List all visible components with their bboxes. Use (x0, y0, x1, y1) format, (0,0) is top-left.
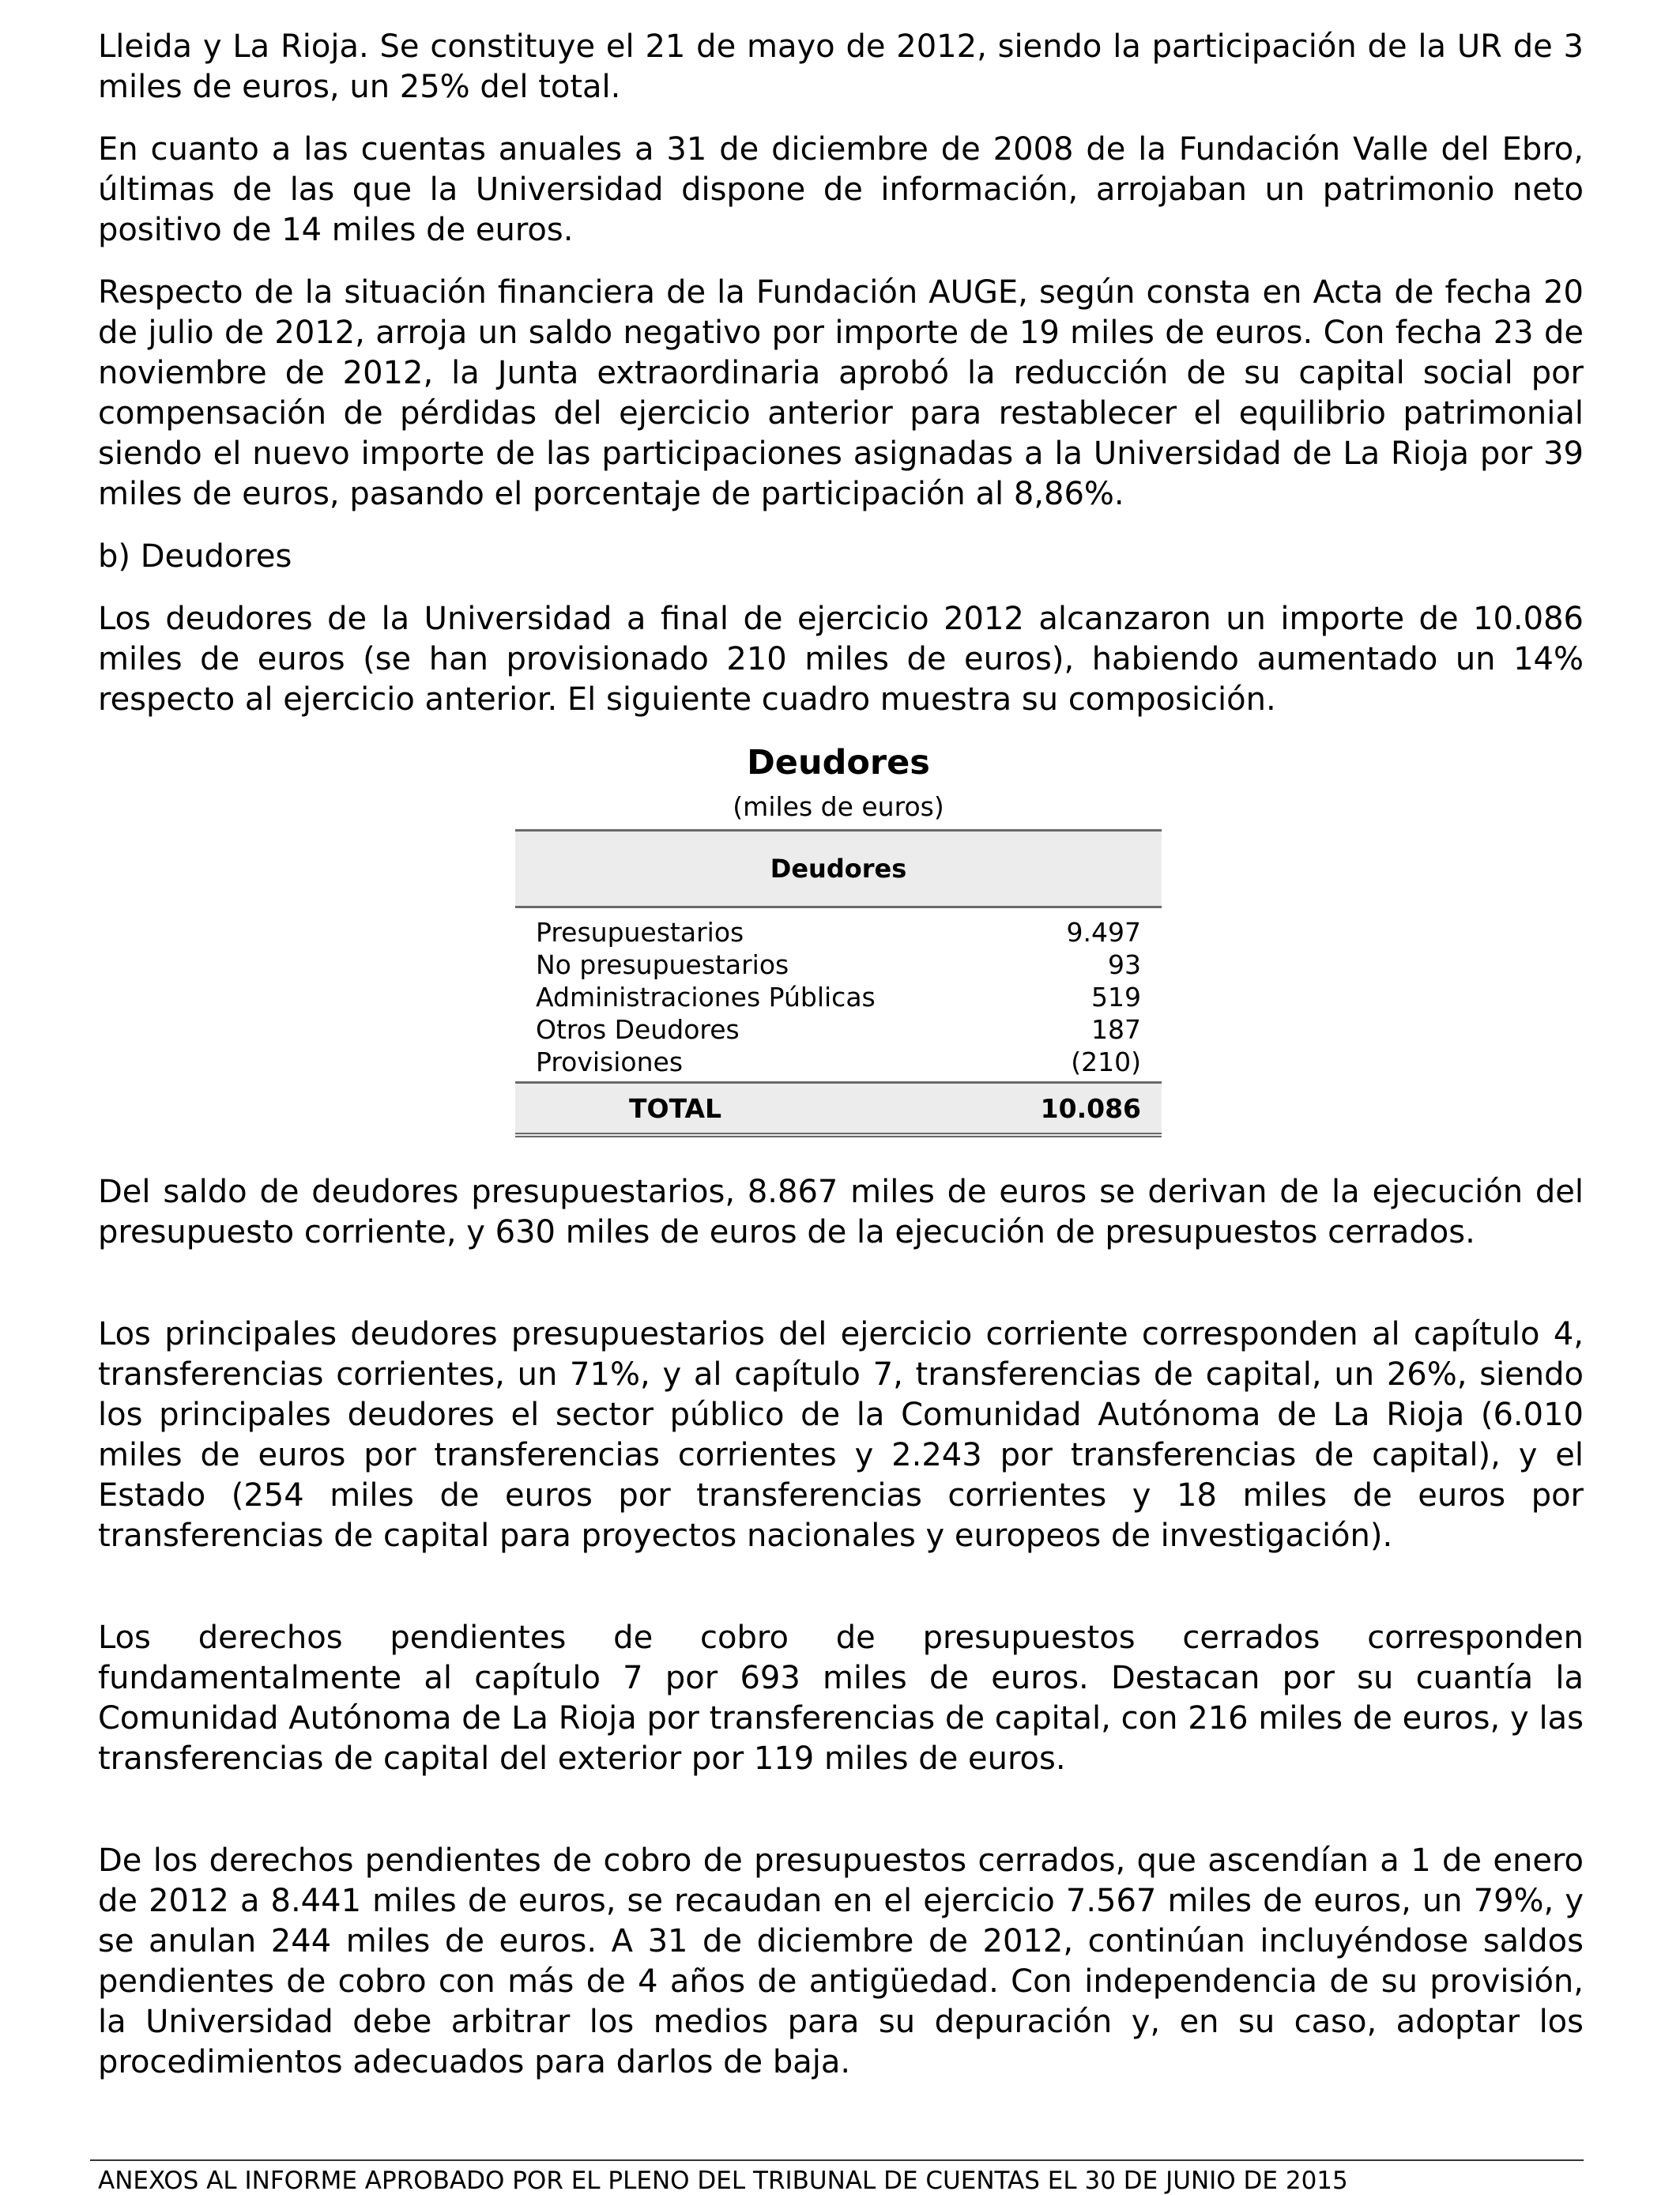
row-value: 187 (1091, 1014, 1141, 1045)
row-label: Provisiones (536, 1047, 684, 1077)
row-value: 9.497 (1066, 917, 1141, 948)
deudores-table (515, 739, 1162, 1137)
table-row (515, 981, 1162, 1013)
table-row (515, 949, 1162, 981)
page-footer: ANEXOS AL INFORME APROBADO POR EL PLENO DEL TRIBUNAL DE CUENTAS EL 30 DE JUNIO DE 2015 (98, 2167, 1348, 2195)
paragraph-fundacion-valle-ebro: En cuanto a las cuentas anuales a 31 de diciembre de 2008 de la Fundación Valle del Ebro, últimas de las que la Universidad dispone de información, arrojaban un patrimonio neto positivo de 14 miles de euros. (98, 131, 1584, 248)
paragraph-fundacion-auge: Respecto de la situación financiera de la Fundación AUGE, según consta en Acta de fecha 20 de julio de 2012, arroja un saldo negativo por importe de 19 miles de euros. Con fecha 23 de noviembre de 2012, la Junta extraordinaria aprobó la reducción de su capital social por compensación de pérdidas del ejercicio anterior para restablecer el equilibrio patrimonial siendo el nuevo importe de las participaciones asignadas a la Universidad de La Rioja por 39 miles de euros, pasando el porcentaje de participación al 8,86%. (98, 274, 1584, 512)
row-label: Otros Deudores (536, 1014, 740, 1045)
table-total-row (515, 1081, 1162, 1137)
row-value: (210) (1071, 1047, 1141, 1077)
section-heading-deudores: b) Deudores (98, 538, 292, 575)
paragraph-saldo-presupuestarios: Del saldo de deudores presupuestarios, 8.867 miles de euros se derivan de la ejecución del presupuesto corriente, y 630 miles de euros de la ejecución de presupuestos cerrados. (98, 1174, 1584, 1250)
table-title: Deudores (747, 743, 930, 783)
total-value: 10.086 (1040, 1092, 1141, 1124)
paragraph-principales-deudores: Los principales deudores presupuestarios del ejercicio corriente corresponden al capítulo 4, transferencias corrientes, un 71%, y al capítulo 7, transferencias de capital, un 26%, siendo los principales deudores el sector público de la Comunidad Autónoma de La Rioja (6.010 miles de euros por transferencias corrientes y 2.243 por transferencias de capital), y el Estado (254 miles de euros por transferencias corrientes y 18 miles de euros por transferencias de capital para proyectos nacionales y europeos de investigación). (98, 1316, 1584, 1554)
table-units: (miles de euros) (733, 791, 944, 822)
paragraph-deudores-intro: Los deudores de la Universidad a final de ejercicio 2012 alcanzaron un importe de 10.086 miles de euros (se han provisionado 210 miles de euros), habiendo aumentado un 14% respecto al ejercicio anterior. El siguiente cuadro muestra su composición. (98, 601, 1584, 718)
table-body (515, 908, 1162, 1081)
document-body (98, 27, 1584, 2083)
row-value: 519 (1091, 982, 1141, 1013)
paragraph-presupuestos-cerrados: De los derechos pendientes de cobro de presupuestos cerrados, que ascendían a 1 de enero de 2012 a 8.441 miles de euros, se recaudan en el ejercicio 7.567 miles de euros, un 79%, y se anulan 244 miles de euros. A 31 de diciembre de 2012, continúan incluyéndose saldos pendientes de cobro con más de 4 años de antigüedad. Con independencia de su provisión, la Universidad debe arbitrar los medios para su depuración y, en su caso, adoptar los procedimientos adecuados para darlos de baja. (98, 1842, 1584, 2080)
row-value: 93 (1108, 949, 1141, 980)
row-label: No presupuestarios (536, 949, 789, 980)
table-header: Deudores (515, 829, 1162, 908)
row-label: Administraciones Públicas (536, 982, 876, 1013)
table-row (515, 1046, 1162, 1078)
row-label: Presupuestarios (536, 917, 744, 948)
total-label: TOTAL (629, 1092, 722, 1124)
footer-divider (90, 2159, 1584, 2161)
paragraph-ur-participation: Lleida y La Rioja. Se constituye el 21 de mayo de 2012, siendo la participación de la UR de 3 miles de euros, un 25% del total. (98, 28, 1584, 105)
paragraph-derechos-pendientes: Los derechos pendientes de cobro de presupuestos cerrados corresponden fundamentalmente al capítulo 7 por 693 miles de euros. Destacan por su cuantía la Comunidad Autónoma de La Rioja por transferencias de capital, con 216 miles de euros, y las transferencias de capital del exterior por 119 miles de euros. (98, 1620, 1584, 1777)
table-row (515, 916, 1162, 949)
table-row (515, 1013, 1162, 1046)
